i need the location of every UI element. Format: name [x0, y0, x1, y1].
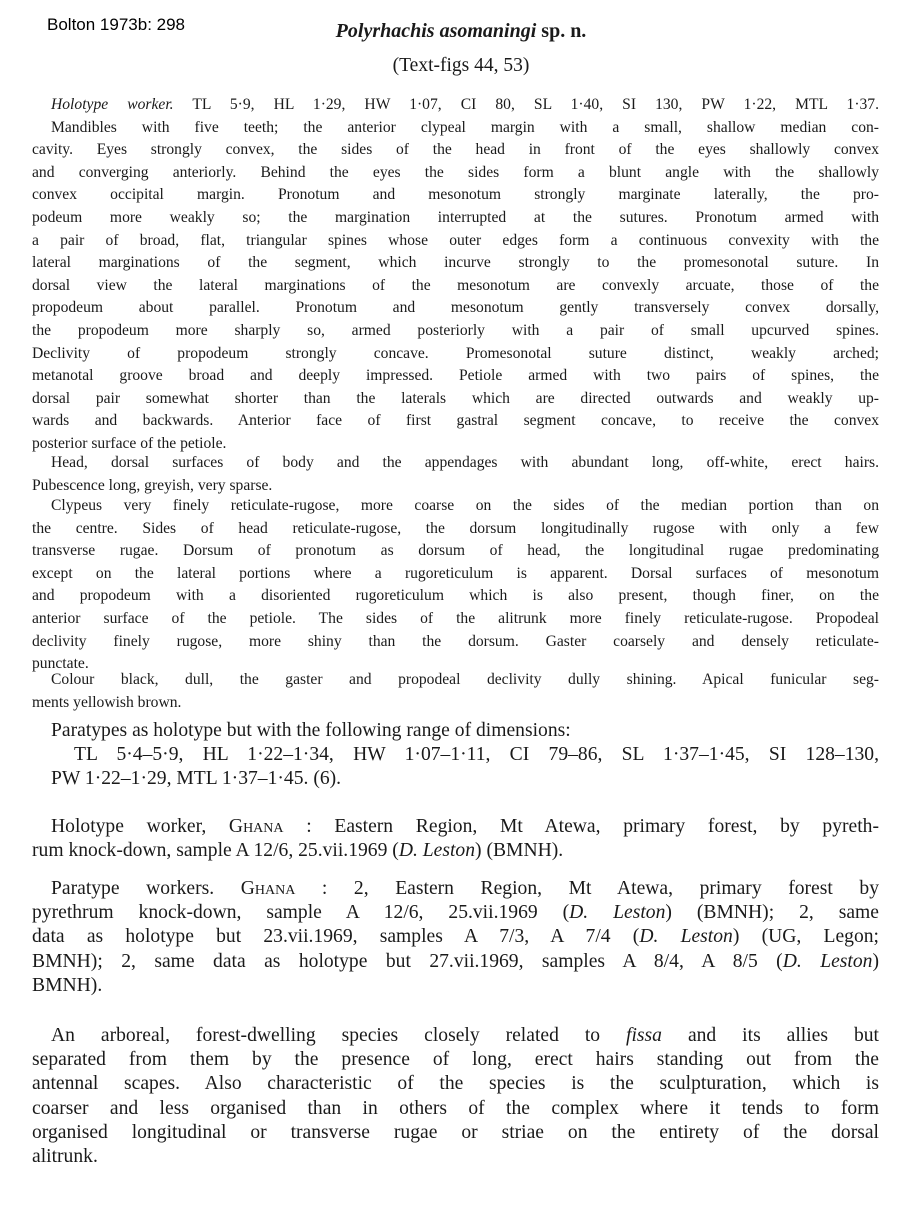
holotype-record	[32, 815, 879, 863]
text-line: Colour black, dull, the gaster and propodeal declivity dully shining. Apical funicular seg-	[51, 671, 879, 688]
species-suffix: sp. n.	[536, 20, 587, 42]
text-line: pyrethrum knock-down, sample A 12/6, 25.vii.1969 (D. Leston) (BMNH); 2, same	[32, 902, 879, 924]
text-line: anterior surface of the petiole. The sides of the alitrunk more finely reticulate-rugose. Propodeal	[32, 609, 879, 627]
text-line: podeum more weakly so; the margination interrupted at the sutures. Pronotum armed with	[32, 208, 879, 226]
text-line: punctate.	[32, 655, 89, 673]
pilosity-paragraph	[32, 452, 879, 497]
text-line: Declivity of propodeum strongly concave. Promesonotal suture distinct, weakly arched;	[32, 344, 879, 362]
text-line: propodeum about parallel. Pronotum and mesonotum gently transversely convex dorsally,	[32, 299, 879, 317]
text-line: BMNH); 2, same data as holotype but 27.vii.1969, samples A 8/4, A 8/5 (D. Leston)	[32, 950, 879, 972]
paratype-record	[32, 877, 879, 998]
description-paragraph	[32, 94, 879, 456]
colour-paragraph	[32, 669, 879, 714]
text-line: An arboreal, forest-dwelling species closely related to fissa and its allies but	[51, 1025, 879, 1046]
text-line: Paratype workers. Ghana : 2, Eastern Region, Mt Atewa, primary forest by	[51, 878, 879, 899]
text-line: TL 5·4–5·9, HL 1·22–1·34, HW 1·07–1·11, CI 79–86, SL 1·37–1·45, SI 128–130,	[74, 744, 879, 766]
text-line: convex occipital margin. Pronotum and mesonotum strongly marginate laterally, the pro-	[32, 186, 879, 204]
text-line: Holotype worker. TL 5·9, HL 1·29, HW 1·07, CI 80, SL 1·40, SI 130, PW 1·22, MTL 1·37.	[51, 96, 880, 113]
text-line: BMNH).	[32, 974, 103, 996]
text-line: and propodeum with a disoriented rugoreticulum which is also present, though finer, on the	[32, 587, 879, 605]
text-line: cavity. Eyes strongly convex, the sides of the head in front of the eyes shallowly convex	[32, 141, 879, 159]
text-line: dorsal pair somewhat shorter than the laterals which are directed outwards and weakly up-	[32, 389, 879, 407]
text-line: antennal scapes. Also characteristic of the species is the sculpturation, which is	[32, 1073, 879, 1095]
text-line: lateral marginations of the segment, which incurve strongly to the promesonotal suture. In	[32, 254, 879, 272]
text-line: posterior surface of the petiole.	[32, 434, 227, 452]
text-line: ments yellowish brown.	[32, 693, 182, 711]
collector-name: D. Leston	[639, 926, 733, 948]
text-line: Pubescence long, greyish, very sparse.	[32, 476, 273, 494]
species-title	[0, 20, 900, 43]
holotype-label: Holotype worker.	[51, 96, 174, 113]
text-line: Paratypes as holotype but with the following range of dimensions:	[51, 720, 571, 741]
text-line: transverse rugae. Dorsum of pronotum as dorsum of head, the longitudinal rugae predominating	[32, 542, 879, 560]
text-line: Head, dorsal surfaces of body and the appendages with abundant long, off-white, erect hairs.	[51, 454, 879, 471]
text-line: dorsal view the lateral marginations of the mesonotum are convexly arcuate, those of the	[32, 276, 879, 294]
text-line: metanotal groove broad and deeply impressed. Petiole armed with two pairs of spines, the	[32, 367, 879, 385]
sculpture-paragraph	[32, 495, 879, 676]
collector-name: D. Leston	[398, 840, 476, 862]
text-line: separated from them by the presence of long, erect hairs standing out from the	[32, 1049, 879, 1071]
text-line: organised longitudinal or transverse rugae or striae on the entirety of the dorsal	[32, 1121, 879, 1143]
related-species: fissa	[626, 1025, 662, 1046]
paratype-dimensions	[32, 719, 879, 792]
text-line: Holotype worker, Ghana : Eastern Region, Mt Atewa, primary forest, by pyreth-	[51, 816, 879, 837]
country-name: Ghana	[228, 816, 284, 837]
collector-name: D. Leston	[782, 950, 873, 972]
text-line: data as holotype but 23.vii.1969, samples A 7/3, A 7/4 (D. Leston) (UG, Legon;	[32, 926, 879, 948]
text-line: wards and backwards. Anterior face of first gastral segment concave, to receive the convex	[32, 412, 879, 430]
text-line: and converging anteriorly. Behind the eyes the sides form a blunt angle with the shallowly	[32, 163, 879, 181]
discussion-paragraph	[32, 1024, 879, 1169]
citation-label: Bolton 1973b: 298	[47, 15, 186, 34]
text-line: the propodeum more sharply so, armed posteriorly with a pair of small upcurved spines.	[32, 321, 879, 339]
text-line: PW 1·22–1·29, MTL 1·37–1·45. (6).	[51, 768, 342, 790]
text-line: declivity finely rugose, more shiny than the dorsum. Gaster coarsely and densely reticulate-	[32, 632, 879, 650]
text-line: a pair of broad, flat, triangular spines whose outer edges form a continuous convexity with the	[32, 231, 879, 249]
text-line: rum knock-down, sample A 12/6, 25.vii.1969 (D. Leston) (BMNH).	[32, 840, 564, 862]
text-line: alitrunk.	[32, 1146, 98, 1168]
figure-reference: (Text-figs 44, 53)	[392, 55, 530, 76]
text-line: the centre. Sides of head reticulate-rugose, the dorsum longitudinally rugose with only a few	[32, 519, 879, 537]
country-name: Ghana	[240, 878, 296, 899]
text-line: Mandibles with five teeth; the anterior clypeal margin with a small, shallow median con-	[51, 118, 879, 136]
text-line: except on the lateral portions where a rugoreticulum is apparent. Dorsal surfaces of mesonotum	[32, 564, 879, 582]
species-name: Polyrhachis asomaningi	[335, 20, 537, 42]
collector-name: D. Leston	[569, 902, 666, 924]
text-line: coarser and less organised than in others of the complex where it tends to form	[32, 1097, 879, 1119]
text-line: Clypeus very finely reticulate-rugose, more coarse on the sides of the median portion than on	[51, 497, 879, 514]
